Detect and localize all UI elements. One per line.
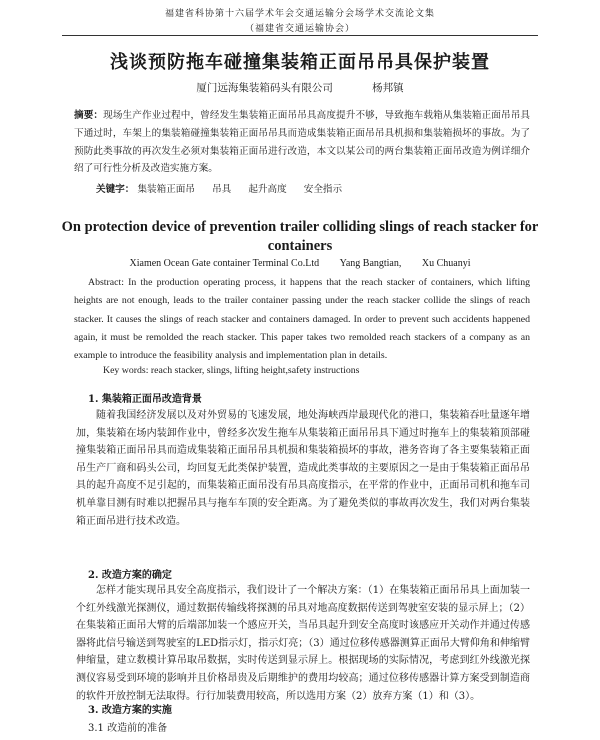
keyword-cn: 吊具 [212,184,232,195]
section-3-1-heading: 3.1 改造前的准备 [88,723,168,734]
section-1-body: 随着我国经济发展以及对外贸易的飞速发展，地处海峡西岸最现代化的港口，集装箱吞吐量逐年增加，集装箱在场内装卸作业中，曾经多次发生拖车从集装箱正面吊吊具下通过时拖车上的集装箱顶部碰撞集装箱正面吊吊具而造成集装箱正面吊吊具机损和集装箱损坏的事故，港务咨询了各主要集装箱正面吊生产厂商和码头公司，均回复无此类保护装置，造成此类事故的主要原因之一是由于集装箱正面吊吊具的起升高度不足引起的，而集装箱正面吊没有吊具高度指示，在平常的作业中，正面吊司机和拖车司机单靠目测有时难以把握吊具与拖车车顶的安全距离。为了避免类似的事故再次发生，我们对两台集装箱正面吊进行技术改造。 [76,410,530,527]
header-rule [62,35,538,36]
section-3-heading: 3. 改造方案的实施 [88,705,172,716]
author-en: Xu Chuanyi [421,258,471,269]
affiliation-en: Xiamen Ocean Gate container Terminal Co.Ltd [129,258,320,269]
keyword-cn: 集装箱正面吊 [137,184,195,195]
abstract-cn-label: 摘要： [74,110,104,121]
keywords-cn-label: 关键字： [96,184,135,195]
author-line-en [0,258,600,269]
running-header-organization: （福建省交通运输协会） [244,24,355,34]
running-header: 福建省科协第十六届学术年会交通运输分会场学术交流论文集 [164,9,435,19]
abstract-en-text: In the production operating process, it happens that the reach stacker of containers, which lifting heights are not enough, leads to the trailer container passing under the reach stacker collide the slings of reach stacker. It causes the slings of reach stacker and containers damaged. In order to prevent such accidents happened again, it must be remolded the reach stacker. This paper takes two remolded reach stackers of a company as an example to introduce the feasibility analysis and implementation plan in details. [74,277,530,362]
abstract-en-label: Abstract: [88,277,124,288]
section-1-heading: 1. 集装箱正面吊改造背景 [88,394,202,405]
affiliation-cn: 厦门远海集装箱码头有限公司 [196,82,333,94]
author-en: Yang Bangtian, [339,258,402,269]
keyword-cn: 安全指示 [303,184,343,195]
author-cn: 杨邦镇 [372,82,404,94]
keywords-en-text: reach stacker, slings, lifting height,safety instructions [150,365,360,376]
keywords-en [103,365,533,376]
section-2-body: 怎样才能实现吊具安全高度指示，我们设计了一个解决方案：（1）在集装箱正面吊吊具上面加装一个红外线激光探测仪，通过数据传输线将探测的吊具对地高度数据传送到驾驶室安装的显示屏上；（2）在集装箱正面吊大臂的后端部加装一个感应开关，当吊具起升到安全高度时该感应开关动作并通过传感器将此信号输送到驾驶室的LED指示灯，指示灯亮；（3）通过位移传感器测算正面吊大臂仰角和伸缩臂伸缩量，建立数模计算吊取吊数据，实时传送到显示屏上。根据现场的实际情况，考虑到红外线激光探测仪容易受到环境的影响并且价格昂贵及后期维护的费用均较高；通过位移传感器计算方案受到制造商的软件开放控制无法取得。行行加装费用较高，所以选用方案（2）放弃方案（1）和（3）。 [76,585,530,702]
abstract-en [74,274,530,365]
abstract-cn [74,107,530,178]
keyword-cn: 起升高度 [248,184,287,195]
keywords-en-label: Key words: [103,365,149,376]
keywords-cn [96,181,536,195]
abstract-cn-text: 现场生产作业过程中，曾经发生集装箱正面吊吊具高度提升不够，导致拖车载箱从集装箱正面吊吊具下通过时，车架上的集装箱碰撞集装箱正面吊吊具而造成集装箱正面吊吊具机损和集装箱损坏的事故。为了预防此类事故的再次发生必须对集装箱正面吊进行改造，本文以某公司的两台集装箱正面吊改造为例详细介绍了可行性分析及改造实施方案。 [74,110,531,175]
paper-title-cn: 浅谈预防拖车碰撞集装箱正面吊吊具保护装置 [110,52,490,73]
author-line-cn [0,80,600,95]
section-2-heading: 2. 改造方案的确定 [88,570,172,581]
paper-title-en: On protection device of prevention trailer colliding slings of reach stacker for containers [61,219,539,254]
